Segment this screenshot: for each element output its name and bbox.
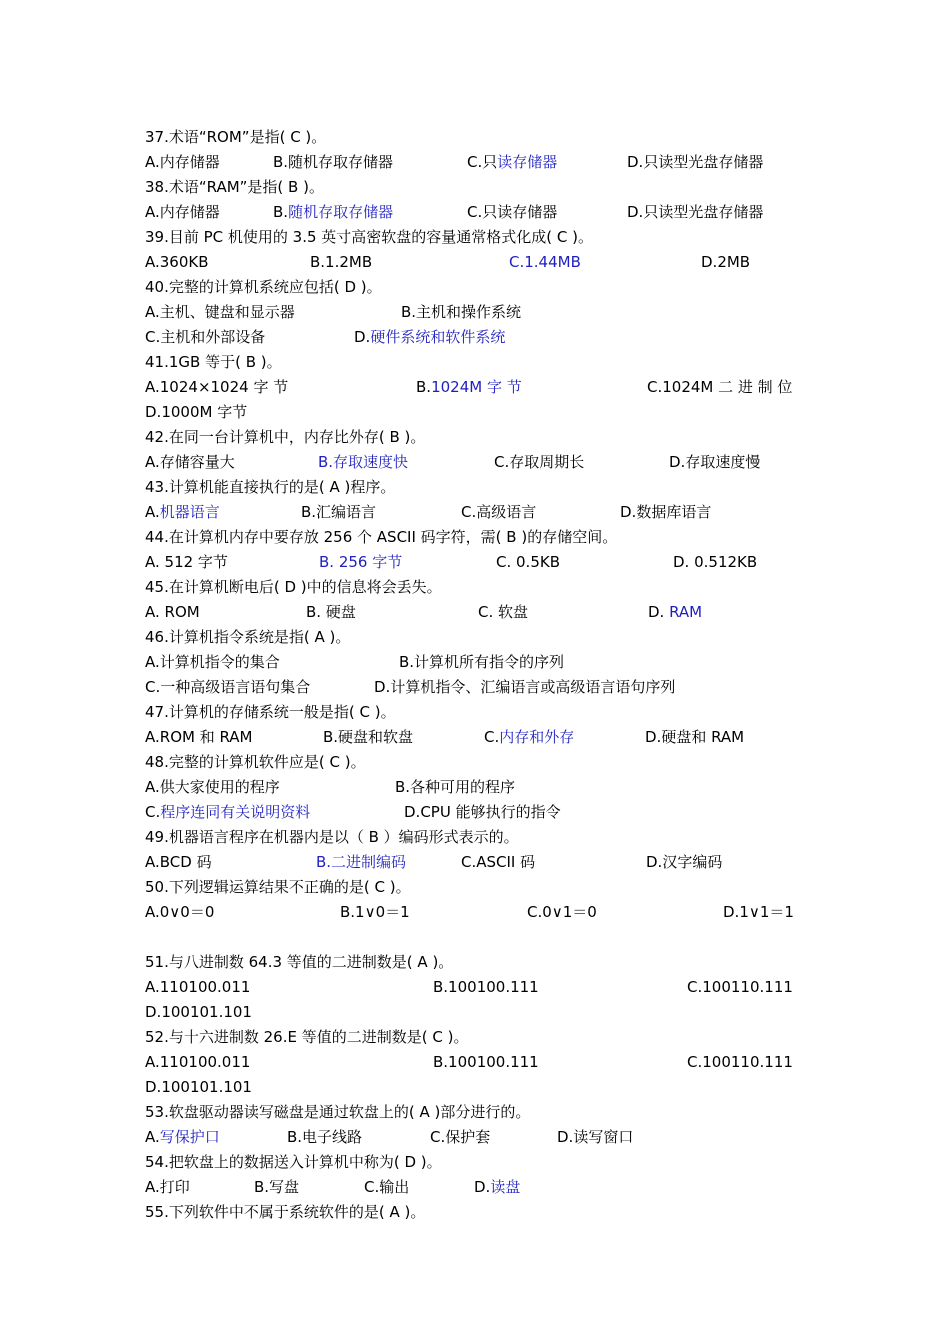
text-segment <box>145 125 326 149</box>
text-segment <box>145 700 396 724</box>
text-line <box>0 175 950 199</box>
plain-text: 55.下列软件中不属于系统软件的是( A )。 <box>145 1203 426 1221</box>
plain-text: B.1.2MB <box>310 253 373 271</box>
text-segment <box>467 150 557 174</box>
text-line <box>0 825 950 849</box>
plain-text: 39.目前 PC 机使用的 3.5 英寸高密软盘的容量通常格式化成( C )。 <box>145 228 594 246</box>
plain-text: 53.软盘驱动器读写磁盘是通过软盘上的( A )部分进行的。 <box>145 1103 531 1121</box>
plain-text: D.只读型光盘存储器 <box>627 203 764 221</box>
plain-text: D. <box>648 603 670 621</box>
text-line <box>0 500 950 524</box>
text-segment <box>145 500 220 524</box>
text-line <box>0 900 950 924</box>
plain-text: D.数据库语言 <box>620 503 712 521</box>
text-segment <box>399 650 564 674</box>
text-line <box>0 675 950 699</box>
answer-highlight: 随机存取存储器 <box>288 203 394 221</box>
plain-text: B.硬盘和软盘 <box>323 728 414 746</box>
plain-text: 43.计算机能直接执行的是( A )程序。 <box>145 478 396 496</box>
text-segment <box>254 1175 299 1199</box>
text-line <box>0 950 950 974</box>
text-line <box>0 750 950 774</box>
text-segment <box>145 325 265 349</box>
text-segment <box>645 725 744 749</box>
text-line <box>0 125 950 149</box>
text-segment <box>496 550 560 574</box>
answer-highlight: B.二进制编码 <box>316 853 407 871</box>
text-line <box>0 725 950 749</box>
plain-text: 49.机器语言程序在机器内是以（ B ）编码形式表示的。 <box>145 828 519 846</box>
plain-text: C.一种高级语言语句集合 <box>145 678 311 696</box>
plain-text: D.只读型光盘存储器 <box>627 153 764 171</box>
plain-text: 48.完整的计算机软件应是( C )。 <box>145 753 366 771</box>
text-segment <box>646 850 722 874</box>
text-segment <box>145 750 366 774</box>
text-line <box>0 1150 950 1174</box>
plain-text: A.存储容量大 <box>145 453 235 471</box>
plain-text: B.汇编语言 <box>301 503 377 521</box>
text-line <box>0 975 950 999</box>
plain-text: D. <box>474 1178 491 1196</box>
plain-text: B. <box>416 378 432 396</box>
plain-text: A. <box>145 1128 160 1146</box>
text-segment <box>145 250 209 274</box>
answer-highlight: 内存和外存 <box>499 728 575 746</box>
plain-text: C.100110.111 <box>687 978 793 996</box>
plain-text: 42.在同一台计算机中，内存比外存( B )。 <box>145 428 426 446</box>
text-line <box>0 850 950 874</box>
text-line <box>0 1200 950 1224</box>
text-segment <box>145 950 453 974</box>
text-segment <box>478 600 528 624</box>
answer-highlight: 写保护口 <box>159 1128 220 1146</box>
text-segment <box>145 1025 468 1049</box>
text-line <box>0 625 950 649</box>
text-segment <box>354 325 505 349</box>
plain-text: A.供大家使用的程序 <box>145 778 280 796</box>
text-segment <box>145 1125 220 1149</box>
plain-text: 47.计算机的存储系统一般是指( C )。 <box>145 703 396 721</box>
text-line <box>0 225 950 249</box>
text-segment <box>145 1175 190 1199</box>
text-segment <box>145 625 350 649</box>
text-line <box>0 550 950 574</box>
plain-text: 40.完整的计算机系统应包括( D )。 <box>145 278 382 296</box>
text-line <box>0 300 950 324</box>
text-segment <box>316 850 406 874</box>
text-segment <box>145 375 288 399</box>
plain-text: B.写盘 <box>254 1178 300 1196</box>
text-line <box>0 375 950 399</box>
text-segment <box>673 550 757 574</box>
text-segment <box>145 1075 252 1099</box>
text-segment <box>687 975 793 999</box>
text-segment <box>364 1175 409 1199</box>
answer-highlight: B. 256 字节 <box>319 553 403 571</box>
plain-text: 51.与八进制数 64.3 等值的二进制数是( A )。 <box>145 953 454 971</box>
text-segment <box>627 150 763 174</box>
answer-highlight: 1024M 字 节 <box>431 378 522 396</box>
text-line <box>0 350 950 374</box>
plain-text: A. ROM <box>145 603 200 621</box>
text-line <box>0 400 950 424</box>
text-line <box>0 1175 950 1199</box>
plain-text: C. 0.5KB <box>496 553 560 571</box>
text-segment <box>494 450 584 474</box>
text-line <box>0 1125 950 1149</box>
answer-highlight: 程序连同有关说明资料 <box>160 803 311 821</box>
text-segment <box>301 500 376 524</box>
plain-text: C. <box>145 803 161 821</box>
plain-text: D.CPU 能够执行的指令 <box>404 803 561 821</box>
plain-text: D.读写窗口 <box>557 1128 634 1146</box>
plain-text: C.主机和外部设备 <box>145 328 266 346</box>
text-segment <box>647 375 792 399</box>
text-line <box>0 325 950 349</box>
text-line <box>0 875 950 899</box>
plain-text: C.只读存储器 <box>467 203 558 221</box>
text-line <box>0 700 950 724</box>
text-segment <box>145 1200 425 1224</box>
plain-text: C. 软盘 <box>478 603 529 621</box>
text-segment <box>509 250 581 274</box>
text-line <box>0 1075 950 1099</box>
text-segment <box>318 450 408 474</box>
plain-text: A.BCD 码 <box>145 853 212 871</box>
plain-text: B.1∨0＝1 <box>340 903 410 921</box>
text-line <box>0 800 950 824</box>
text-line <box>0 600 950 624</box>
text-segment <box>273 150 393 174</box>
plain-text: B.各种可用的程序 <box>395 778 516 796</box>
text-line <box>0 775 950 799</box>
text-segment <box>145 400 247 424</box>
text-segment <box>340 900 410 924</box>
text-segment <box>273 200 393 224</box>
plain-text: 38.术语“RAM”是指( B )。 <box>145 178 324 196</box>
text-segment <box>145 775 280 799</box>
text-segment <box>287 1125 362 1149</box>
text-segment <box>145 300 295 324</box>
answer-highlight: 读盘 <box>490 1178 521 1196</box>
text-line <box>0 275 950 299</box>
plain-text: B. 硬盘 <box>306 603 356 621</box>
answer-highlight: RAM <box>669 603 703 621</box>
text-segment <box>648 600 702 624</box>
text-line <box>0 250 950 274</box>
plain-text: C.输出 <box>364 1178 410 1196</box>
text-segment <box>145 1150 442 1174</box>
text-segment <box>145 650 280 674</box>
plain-text: 52.与十六进制数 26.E 等值的二进制数是( C )。 <box>145 1028 469 1046</box>
plain-text: C. <box>484 728 500 746</box>
plain-text: D.存取速度慢 <box>669 453 761 471</box>
text-segment <box>687 1050 793 1074</box>
plain-text: D.2MB <box>701 253 751 271</box>
plain-text: B.100100.111 <box>433 1053 539 1071</box>
text-segment <box>145 975 250 999</box>
plain-text: A.0∨0＝0 <box>145 903 215 921</box>
text-segment <box>145 825 519 849</box>
text-line <box>0 475 950 499</box>
text-segment <box>145 550 228 574</box>
text-segment <box>145 900 214 924</box>
text-segment <box>145 175 324 199</box>
text-segment <box>669 450 760 474</box>
plain-text: D.硬盘和 RAM <box>645 728 745 746</box>
text-segment <box>461 500 536 524</box>
text-segment <box>433 1050 539 1074</box>
plain-text: A.内存储器 <box>145 203 220 221</box>
plain-text: 54.把软盘上的数据送入计算机中称为( D )。 <box>145 1153 442 1171</box>
plain-text: B.随机存取存储器 <box>273 153 394 171</box>
plain-text: D.1∨1＝1 <box>723 903 794 921</box>
text-segment <box>145 875 411 899</box>
plain-text: D.100101.101 <box>145 1078 252 1096</box>
plain-text: D.计算机指令、汇编语言或高级语言语句序列 <box>374 678 676 696</box>
answer-highlight: 机器语言 <box>159 503 220 521</box>
text-segment <box>474 1175 520 1199</box>
text-line <box>0 1100 950 1124</box>
plain-text: 41.1GB 等于( B )。 <box>145 353 282 371</box>
text-segment <box>306 600 356 624</box>
plain-text: A.1024×1024 字 节 <box>145 378 289 396</box>
text-line <box>0 425 950 449</box>
text-segment <box>627 200 763 224</box>
text-segment <box>461 850 535 874</box>
text-segment <box>723 900 794 924</box>
text-segment <box>145 600 200 624</box>
plain-text: A.ROM 和 RAM <box>145 728 253 746</box>
plain-text: A. <box>145 503 160 521</box>
text-segment <box>401 300 521 324</box>
answer-highlight: C.1.44MB <box>509 253 581 271</box>
text-segment <box>620 500 711 524</box>
plain-text: D.1000M 字节 <box>145 403 248 421</box>
plain-text: A. 512 字节 <box>145 553 228 571</box>
plain-text: 45.在计算机断电后( D )中的信息将会丢失。 <box>145 578 442 596</box>
text-segment <box>433 975 539 999</box>
text-segment <box>145 275 382 299</box>
text-segment <box>395 775 515 799</box>
text-segment <box>145 475 395 499</box>
text-segment <box>145 1050 250 1074</box>
text-segment <box>145 800 310 824</box>
plain-text: B.计算机所有指令的序列 <box>399 653 565 671</box>
text-segment <box>430 1125 490 1149</box>
text-segment <box>319 550 402 574</box>
plain-text: C.0∨1＝0 <box>527 903 597 921</box>
text-segment <box>323 725 413 749</box>
plain-text: A.360KB <box>145 253 209 271</box>
plain-text: 37.术语“ROM”是指( C )。 <box>145 128 327 146</box>
text-segment <box>145 575 442 599</box>
plain-text: C.高级语言 <box>461 503 537 521</box>
answer-highlight: 读存储器 <box>497 153 558 171</box>
plain-text: D. <box>354 328 371 346</box>
text-line <box>0 450 950 474</box>
plain-text: C.保护套 <box>430 1128 491 1146</box>
text-line <box>0 1050 950 1074</box>
text-segment <box>145 675 310 699</box>
answer-highlight: 硬件系统和软件系统 <box>370 328 506 346</box>
text-segment <box>527 900 597 924</box>
text-line <box>0 650 950 674</box>
plain-text: A.110100.011 <box>145 978 251 996</box>
text-segment <box>145 425 425 449</box>
text-segment <box>404 800 561 824</box>
text-segment <box>701 250 750 274</box>
plain-text: 50.下列逻辑运算结果不正确的是( C )。 <box>145 878 411 896</box>
plain-text: C.存取周期长 <box>494 453 585 471</box>
text-segment <box>145 225 593 249</box>
plain-text: A.主机、键盘和显示器 <box>145 303 295 321</box>
text-segment <box>374 675 675 699</box>
plain-text: C.100110.111 <box>687 1053 793 1071</box>
plain-text: B.主机和操作系统 <box>401 303 522 321</box>
text-segment <box>310 250 372 274</box>
plain-text: B. <box>273 203 289 221</box>
text-segment <box>145 850 212 874</box>
text-line <box>0 525 950 549</box>
text-segment <box>145 525 617 549</box>
text-line <box>0 150 950 174</box>
plain-text: D. 0.512KB <box>673 553 758 571</box>
text-line <box>0 1025 950 1049</box>
text-line <box>0 1000 950 1024</box>
plain-text: A.打印 <box>145 1178 190 1196</box>
text-segment <box>145 1000 252 1024</box>
text-segment <box>145 350 282 374</box>
plain-text: C.1024M 二 进 制 位 <box>647 378 793 396</box>
plain-text: A.内存储器 <box>145 153 220 171</box>
text-segment <box>557 1125 633 1149</box>
text-segment <box>145 725 253 749</box>
text-segment <box>145 150 220 174</box>
text-segment <box>145 450 235 474</box>
text-segment <box>145 200 220 224</box>
text-segment <box>484 725 574 749</box>
text-line <box>0 200 950 224</box>
plain-text: D.汉字编码 <box>646 853 723 871</box>
text-segment <box>416 375 522 399</box>
text-segment <box>467 200 557 224</box>
text-segment <box>145 1100 530 1124</box>
plain-text: A.110100.011 <box>145 1053 251 1071</box>
plain-text: 44.在计算机内存中要存放 256 个 ASCII 码字符，需( B )的存储空间。 <box>145 528 618 546</box>
plain-text: A.计算机指令的集合 <box>145 653 280 671</box>
plain-text: C.只 <box>467 153 498 171</box>
plain-text: B.电子线路 <box>287 1128 363 1146</box>
answer-highlight: B.存取速度快 <box>318 453 409 471</box>
plain-text: 46.计算机指令系统是指( A )。 <box>145 628 351 646</box>
plain-text: C.ASCII 码 <box>461 853 536 871</box>
plain-text: D.100101.101 <box>145 1003 252 1021</box>
plain-text: B.100100.111 <box>433 978 539 996</box>
text-line <box>0 575 950 599</box>
